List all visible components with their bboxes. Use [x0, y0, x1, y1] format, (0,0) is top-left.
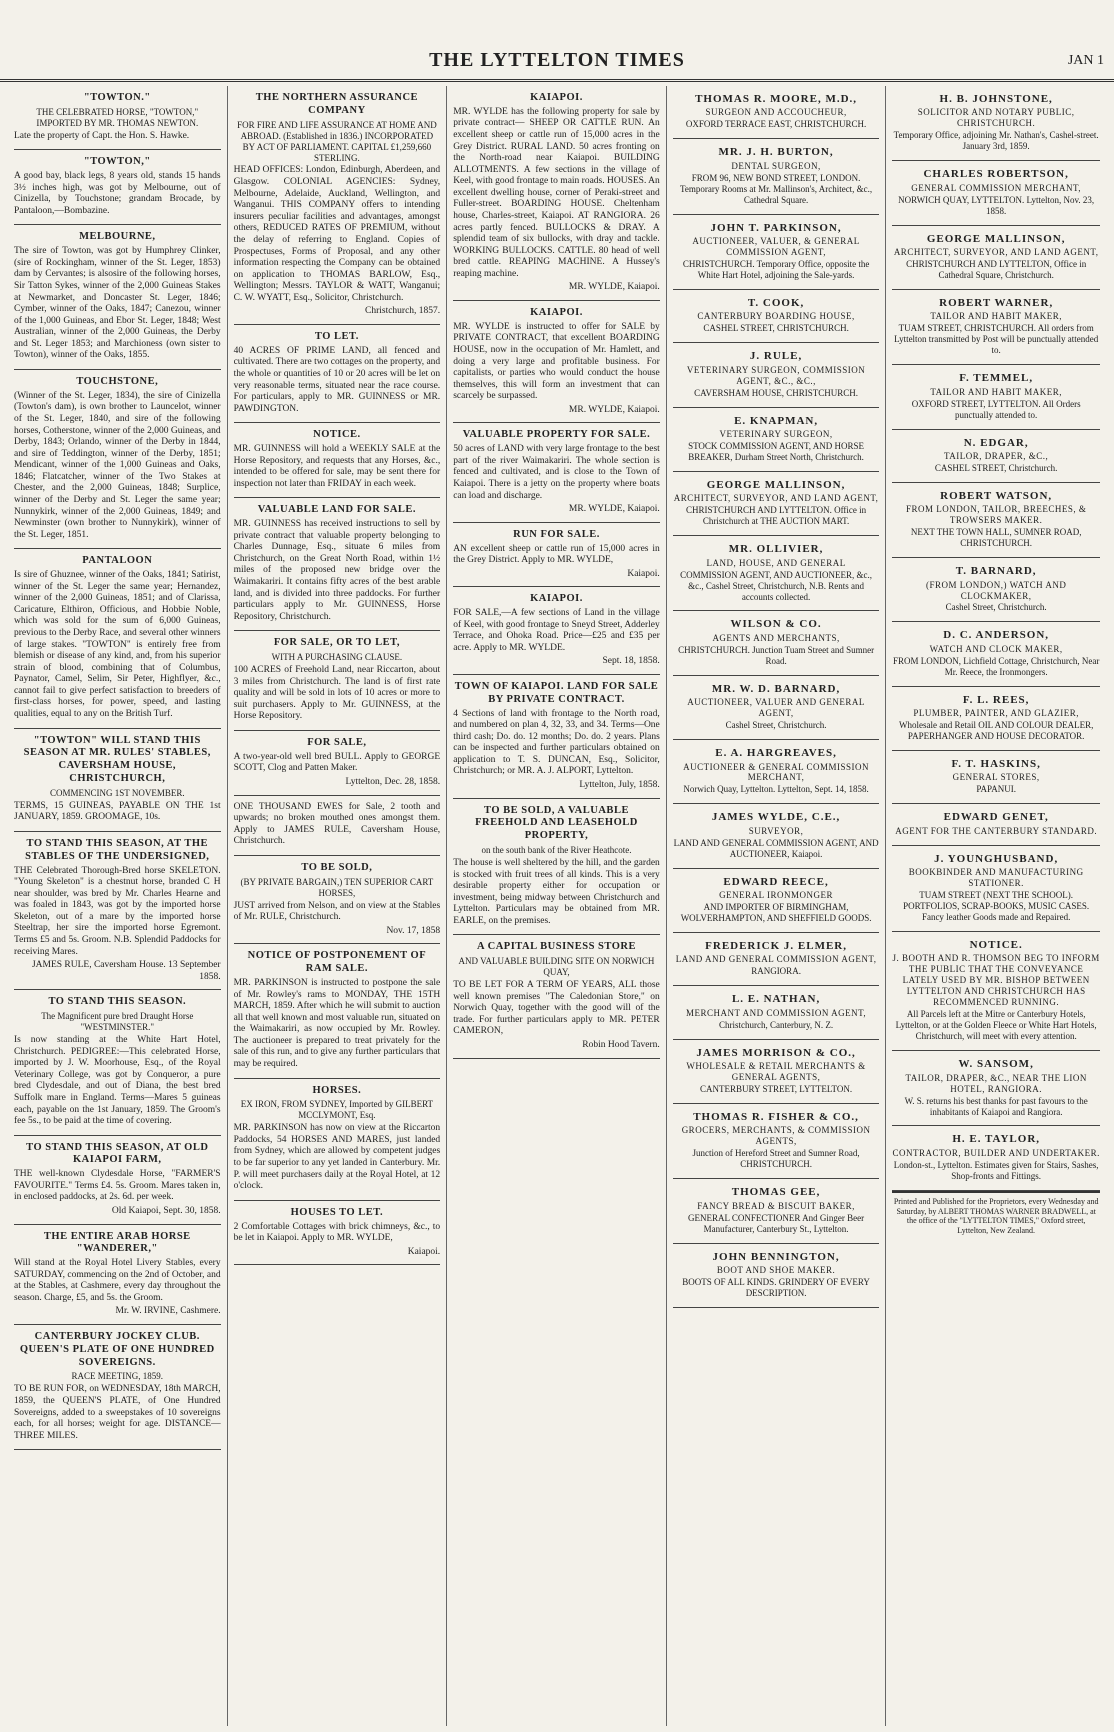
card-address: London-st., Lyttelton. Estimates given for Stairs, Sashes, Shop-fronts and Fittings. [893, 1159, 1099, 1181]
advertisement [14, 1325, 221, 1450]
business-card [673, 676, 880, 740]
ad-body: 100 ACRES of Freehold Land, near Riccarton, about 3 miles from Christchurch. The land is of first rate quality and will be sold in lots of 10 acres or more to suit purchasers. Apply to Mr. GUINNESS, at the Horse Repository. [233, 665, 441, 722]
ad-heading: TO STAND THIS SEASON, AT OLD KAIAPOI FARM, [26, 1141, 209, 1166]
ad-body: MR. PARKINSON is instructed to postpone the sale of Mr. Rowley's rams to MONDAY, THE 15TH MARCH, 1859. After which he will submit to auction all that well known and most valuable run, situated on the Waimakariri, as now occupied by Mr. Rowley. The auctioneer is prepared to treat privately for the sale of this run, and to give any further particulars that may be required. [233, 977, 441, 1069]
card-trade: LAND AND GENERAL COMMISSION AGENT, [675, 954, 877, 965]
ad-heading: TO LET. [314, 330, 359, 342]
card-address: Christchurch, Canterbury, N. Z. [719, 1019, 834, 1030]
card-trade: LAND, HOUSE, AND GENERAL [706, 557, 846, 568]
ad-heading: HORSES. [312, 1084, 362, 1096]
card-trade: GENERAL STORES, [952, 772, 1040, 783]
card-name: JOHN BENNINGTON, [712, 1250, 840, 1263]
ad-heading: NOTICE. [313, 429, 361, 441]
business-card [673, 472, 880, 536]
ad-body: A two-year-old well bred BULL. Apply to GEORGE SCOTT, Clog and Patten Maker. [233, 751, 441, 774]
card-address: BOOTS OF ALL KINDS. GRINDERY OF EVERY DESCRIPTION. [682, 1277, 870, 1298]
ad-heading: HOUSES TO LET. [290, 1206, 384, 1218]
ad-signature: Nov. 17, 1858 [386, 925, 441, 936]
business-card [673, 215, 880, 290]
ad-body: THE Celebrated Thorough-Bred horse SKELETON. "Young Skeleton" is a chestnut horse, branded C H near shoulder, was bred by Mr. Charles Hearne and was foaled in 1843, was got by the imported horse Skeleton, out of a mare by the imported horse Steeltrap, her sire the imported horse Egremont. Terms £5 and 5s. Groom. N.B. Splendid Paddocks for receiving Mares. [14, 865, 221, 957]
card-trade: SOLICITOR AND NOTARY PUBLIC, CHRISTCHURCH. [917, 107, 1075, 129]
card-address: PAPANUI. [976, 784, 1016, 795]
card-name: L. E. NATHAN, [731, 993, 821, 1006]
ad-body: MR. WYLDE has the following property for sale by private contract— SHEEP OR CATTLE RUN. An excellent sheep or cattle run of 15,000 acres in the Grey District. RURAL LAND. 50 acres fronting on the North-road near Kaiapoi. BUILDING ALLOTMENTS. A few sections in the village of Keel, with good frontage to main roads. HOUSES. An excellent dwelling house, corner of Peraki-street and Fuller-street. BOARDING HOUSE. Cheltenham house, Charles-street, Kaiapoi. AT RANGIORA. 26 acres partly fenced. BULLOCKS & DRAY. A splendid team of six bullocks, with dray and tackle. WORKING BULLOCKS. CATTLE. 80 head of well bred cattle. REAPING MACHINE. A Hussey's reaping machine. [453, 106, 660, 279]
ad-body: JUST arrived from Nelson, and on view at the Stables of Mr. RULE, Christchurch. [233, 900, 441, 923]
business-card [673, 290, 880, 343]
ad-heading: PANTALOON [82, 555, 153, 567]
advertisement [453, 799, 660, 936]
business-card [673, 1244, 880, 1308]
advertisement [14, 1225, 221, 1325]
card-address: Temporary Office, adjoining Mr. Nathan's, Cashel-street. January 3rd, 1859. [893, 130, 1099, 152]
newspaper-title: THE LYTTELTON TIMES [429, 49, 685, 71]
card-address: CHRISTCHURCH. Junction Tuam Street and Sumner Road. [678, 644, 875, 666]
card-address: Cashel Street, Christchurch. [725, 720, 827, 731]
card-address: LAND AND GENERAL COMMISSION AGENT, AND AUCTIONEER, Kaiapoi. [673, 837, 879, 859]
card-trade: MERCHANT AND COMMISSION AGENT, [685, 1007, 867, 1018]
advertisement [234, 423, 441, 498]
card-name: CHARLES ROBERTSON, [923, 168, 1069, 181]
advertisement [453, 675, 660, 799]
card-address: CASHEL STREET, CHRISTCHURCH. [703, 323, 849, 334]
ad-signature: MR. WYLDE, Kaiapoi. [568, 282, 660, 293]
card-trade: AGENTS AND MERCHANTS, [712, 632, 840, 643]
card-address: AND IMPORTER OF BIRMINGHAM, WOLVERHAMPTON, AND SHEFFIELD GOODS. [680, 902, 872, 924]
advertisement [14, 549, 221, 728]
ad-subheading: COMMENCING 1ST NOVEMBER. [49, 787, 185, 798]
advertisement [234, 796, 441, 856]
advertisement [234, 731, 441, 796]
card-address: Junction of Hereford Street and Sumner Road, CHRISTCHURCH. [692, 1148, 860, 1170]
business-card [673, 536, 880, 611]
card-trade: TAILOR, DRAPER, &C., [944, 450, 1049, 461]
card-name: F. L. REES, [962, 693, 1030, 706]
card-name: MR. W. D. BARNARD, [711, 682, 841, 695]
advertisement [453, 523, 660, 588]
card-trade: GENERAL IRONMONGER [719, 890, 834, 901]
card-trade: WATCH AND CLOCK MAKER, [929, 643, 1063, 654]
card-trade: WHOLESALE & RETAIL MERCHANTS & GENERAL AGENTS, [686, 1061, 866, 1083]
card-address: OXFORD TERRACE EAST, CHRISTCHURCH. [685, 119, 867, 130]
advertisement [234, 1201, 441, 1266]
ad-body: MR. GUINNESS will hold a WEEKLY SALE at the Horse Repository, and requests that any Horses, &c., intended to be offered for sale, may be sent there for inspection not later than FRIDAY in each week. [233, 444, 441, 489]
advertisement [234, 856, 441, 944]
card-address: All Parcels left at the Mitre or Canterbury Hotels, Lyttelton, or at the Golden Fleece or White Hart Hotels, Christchurch, will meet with every attention. [895, 1009, 1097, 1042]
ad-signature: MR. WYLDE, Kaiapoi. [568, 504, 660, 515]
card-name: EDWARD REECE, [723, 875, 829, 888]
business-card [892, 687, 1100, 751]
ad-body: (Winner of the St. Leger, 1834), the sire of Cinizella (Towton's dam), is own brother to Launcelot, winner of the St. Leger, 1840, and sire of the following horses, Cotherstone, winner of the 2,000 Guineas, and Derby, 1843; Orlando, winner of the Derby in 1844, and sire of Teddington, winner of the Derby, 1851; Mendicant, winner of the 1,000 Guineas and Oaks, 1846; Flatcatcher, winner of the Two Stakes at Chester, and the 2,000 Guineas, 1848; Surplice, winner of the Derby and St. Leger the same year; Nunnykirk, winner of the 2,000 Guineas, 1849; and Newminster (own brother to Nunnykirk), winner of the St. Leger, 1851. [14, 390, 221, 540]
ad-heading: TO BE SOLD, A VALUABLE FREEHOLD AND LEASEHOLD PROPERTY, [475, 804, 638, 842]
card-trade: BOOT AND SHOE MAKER. [716, 1265, 836, 1276]
advertisement [14, 990, 221, 1135]
ad-heading: KAIAPOI. [530, 92, 583, 103]
column-1 [8, 86, 228, 1726]
advertisement [234, 1079, 441, 1201]
advertisement [453, 423, 660, 522]
advertisement [234, 86, 441, 325]
card-trade: J. BOOTH AND R. THOMSON BEG TO INFORM THE PUBLIC THAT THE CONVEYANCE LATELY USED BY MR. BISHOP BETWEEN LYTTELTON AND CHRISTCHURCH HAS RECOMMENCED RUNNING. [892, 953, 1100, 1008]
card-name: H. B. JOHNSTONE, [939, 93, 1053, 105]
business-card [673, 611, 880, 675]
advertisement [234, 498, 441, 631]
business-card [673, 86, 880, 139]
card-address: W. S. returns his best thanks for past favours to the inhabitants of Kaiapoi and Rangiora. [904, 1095, 1088, 1117]
card-trade: (FROM LONDON,) WATCH AND CLOCKMAKER, [926, 579, 1067, 601]
business-card [892, 1126, 1100, 1190]
business-card [673, 1040, 880, 1104]
advertisement [14, 729, 221, 832]
ad-signature: Robin Hood Tavern. [582, 1040, 660, 1051]
business-card [892, 290, 1100, 365]
ad-signature: JAMES RULE, Caversham House. 13 September 1858. [31, 960, 221, 982]
ad-subheading: THE CELEBRATED HORSE, "TOWTON," IMPORTED BY MR. THOMAS NEWTON. [36, 106, 199, 128]
card-trade: AUCTIONEER & GENERAL COMMISSION MERCHANT, [683, 761, 870, 783]
ad-heading: TOUCHSTONE, [76, 376, 159, 387]
ad-body: Late the property of Capt. the Hon. S. Hawke. [14, 130, 190, 141]
card-address: CANTERBURY STREET, LYTTELTON. [700, 1084, 853, 1095]
business-card [892, 86, 1100, 161]
ad-body: Is now standing at the White Hart Hotel, Christchurch. PEDIGREE:—This celebrated Horse, imported by J. W. Moorhouse, Esq., of the Royal Veterinary College, was got by Conqueror, a pure bred Clydesdale, and out of Diana, the best bred Suffolk mare in England. Terms—Mares 5 guineas each, payable on the 1st January, 1859. The Groom's fee 5s., to be paid at the time of covering. [14, 1035, 221, 1127]
card-name: J. YOUNGHUSBAND, [934, 852, 1059, 865]
ad-heading: TOWN OF KAIAPOI. LAND FOR SALE BY PRIVATE CONTRACT. [454, 680, 659, 705]
card-name: T. COOK, [747, 296, 805, 309]
card-address: STOCK COMMISSION AGENT, AND HORSE BREAKER, Durham Street North, Christchurch. [688, 440, 865, 462]
ad-signature: Lyttelton, July, 1858. [579, 780, 660, 791]
card-address: FROM 96, NEW BOND STREET, LONDON. Temporary Rooms at Mr. Mallinson's, Architect, &c., Cathedral Square. [679, 172, 873, 205]
card-address: Cashel Street, Christchurch. [945, 602, 1047, 613]
ad-body: 40 ACRES OF PRIME LAND, all fenced and cultivated. There are two cottages on the property, and the whole or quantities of 10 or 20 acres will be let on very reasonable terms, situated near the race course. For particulars, apply to MR. GUINNESS or MR. PAWDINGTON. [233, 345, 441, 414]
business-card [673, 343, 880, 407]
card-address: CHRISTCHURCH. Temporary Office, opposite the White Hart Hotel, adjoining the Sale-yards. [682, 258, 870, 280]
advertisement [14, 150, 221, 225]
ad-subheading: FOR FIRE AND LIFE ASSURANCE AT HOME AND ABROAD. (Established in 1836.) INCORPORATED BY ACT OF PARLIAMENT. CAPITAL £1,259,660 STERLING. [237, 119, 437, 163]
card-name: W. SANSOM, [958, 1058, 1034, 1071]
card-address: TUAM STREET (NEXT THE SCHOOL). PORTFOLIOS, SCRAP-BOOKS, MUSIC CASES. Fancy leather Goods made and Repaired. [903, 890, 1090, 923]
card-trade: TAILOR, DRAPER, &C., NEAR THE LION HOTEL, RANGIORA. [905, 1072, 1087, 1094]
advertisement [14, 225, 221, 370]
card-trade: TAILOR AND HABIT MAKER, [930, 311, 1062, 322]
card-name: MR. OLLIVIER, [728, 543, 824, 556]
card-name: JAMES WYLDE, C.E., [711, 811, 841, 824]
card-address: Wholesale and Retail OIL AND COLOUR DEALER, PAPERHANGER AND HOUSE DECORATOR. [898, 720, 1094, 742]
ad-subheading: AND VALUABLE BUILDING SITE ON NORWICH QUAY, [458, 956, 655, 978]
business-card [892, 483, 1100, 558]
card-trade: GROCERS, MERCHANTS, & COMMISSION AGENTS, [681, 1125, 871, 1147]
card-name: EDWARD GENET, [943, 811, 1049, 824]
card-trade: TAILOR AND HABIT MAKER, [930, 386, 1062, 397]
advertisement [453, 935, 660, 1058]
card-trade: DENTAL SURGEON, [731, 160, 821, 171]
card-trade: BOOKBINDER AND MANUFACTURING STATIONER. [908, 867, 1084, 889]
card-name: THOMAS GEE, [731, 1186, 821, 1199]
business-card [673, 933, 880, 986]
ad-signature: Old Kaiapoi, Sept. 30, 1858. [111, 1206, 221, 1216]
ad-body: 4 Sections of land with frontage to the North road, and numbered on plan 4, 32, 33, and 34. Terms—One third cash; Do. do. 12 months; Do. do. 2 years. Plans can be inspected and further particulars obtained on application to T. S. DUNCAN, Esq., Solicitor, Christchurch; or MR. A. J. ALPORT, Lyttelton. [453, 708, 660, 777]
ad-heading: THE ENTIRE ARAB HORSE "WANDERER," [43, 1230, 191, 1255]
card-address: NORWICH QUAY, LYTTELTON. Lyttelton, Nov. 23, 1858. [898, 194, 1095, 216]
ad-body: A good bay, black legs, 8 years old, stands 15 hands 3½ inches high, was got by Melbourne, out of Cinizella, by Touchstone; grandam Brocade, by Pantaloon,—Bombazine. [14, 171, 221, 216]
card-name: ROBERT WARNER, [939, 296, 1054, 309]
column-5 [886, 86, 1106, 1726]
card-trade: CANTERBURY BOARDING HOUSE, [697, 311, 855, 322]
card-trade: AUCTIONEER, VALUER, & GENERAL COMMISSION AGENT, [692, 236, 860, 257]
card-name: F. T. HASKINS, [951, 758, 1041, 771]
ad-heading: "TOWTON" WILL STAND THIS SEASON AT MR. RULES' STABLES, CAVERSHAM HOUSE, CHRISTCHURCH, [23, 734, 211, 785]
ad-body: MR. PARKINSON has now on view at the Riccarton Paddocks, 54 HORSES AND MARES, just landed from Sydney, which are allowed by competent judges to be far superior to any yet landed in Canterbury. Mr. P. will meet purchasers daily at the Royal Hotel, at 12 o'clock. [233, 1123, 441, 1192]
ad-heading: TO BE SOLD, [301, 861, 373, 873]
business-card [892, 804, 1100, 845]
business-card [892, 846, 1100, 932]
advertisement [14, 370, 221, 549]
ad-body: TO BE LET FOR A TERM OF YEARS, ALL those well known premises "The Caledonian Store," on Norwich Quay, together with the good will of the trade. For further particulars apply to MR. PETER CAMERON, [453, 980, 660, 1037]
business-card [892, 622, 1100, 686]
ad-heading: FOR SALE, OR TO LET, [273, 637, 400, 649]
ad-heading: "TOWTON," [83, 156, 151, 168]
ad-heading: RUN FOR SALE. [513, 528, 600, 540]
card-name: FREDERICK J. ELMER, [705, 940, 847, 953]
ad-body: MR. GUINNESS has received instructions to sell by private contract that valuable property belonging to Charles Dunnage, Esq., situate 6 miles from Christchurch, on the Great North Road, within 1½ miles of the proposed new bridge over the Waimakariri. It contains fifty acres of the best arable land, and is divided into three paddocks. For further particulars apply to Mr. GUINNESS, Horse Repository, Christchurch. [233, 519, 441, 622]
card-trade: GENERAL COMMISSION MERCHANT, [911, 182, 1082, 193]
card-name: E. KNAPMAN, [734, 414, 819, 427]
card-trade: CONTRACTOR, BUILDER AND UNDERTAKER. [892, 1147, 1100, 1158]
business-card [673, 1179, 880, 1243]
business-card [673, 408, 880, 472]
business-card [892, 161, 1100, 225]
ad-body: AN excellent sheep or cattle run of 15,000 acres in the Grey District. Apply to MR. WYLDE, [453, 543, 660, 566]
ad-body: Will stand at the Royal Hotel Livery Stables, every SATURDAY, commencing on the 2nd of October, and at the Stables, at Cashmere, every day throughout the season. Charge, £5, and 5s. the Groom. [14, 1258, 221, 1303]
ad-heading: THE NORTHERN ASSURANCE COMPANY [255, 92, 419, 116]
business-card [673, 986, 880, 1039]
ad-signature: Lyttelton, Dec. 28, 1858. [345, 776, 441, 787]
ad-body: The house is well sheltered by the hill, and the garden is stocked with fruit trees of all kinds. This is a very desirable property either for occupation or investment, being midway between Christchurch and Lyttelton. Particulars may be obtained from MR. EARLE, on the premises. [453, 857, 660, 926]
imprint: Printed and Published for the Proprietors, every Wednesday and Saturday, by ALBERT THOMAS WARNER BRADWELL, at the office of the "LYTTELTON TIMES," Oxford street, Lyttelton, New Zealand. [892, 1191, 1100, 1236]
ad-heading: "TOWTON." [83, 92, 151, 103]
card-trade: SURVEYOR, [748, 825, 804, 836]
card-trade: PLUMBER, PAINTER, AND GLAZIER, [913, 708, 1080, 719]
card-name: JAMES MORRISON & CO., [696, 1046, 856, 1059]
card-address: TUAM STREET, CHRISTCHURCH. All orders from Lyttelton transmitted by Post will be punctually attended to. [894, 323, 1099, 356]
card-trade: ARCHITECT, SURVEYOR, AND LAND AGENT, [893, 247, 1099, 257]
card-name: D. C. ANDERSON, [943, 629, 1050, 642]
business-card [892, 558, 1100, 622]
ad-signature: Sept. 18, 1858. [602, 656, 660, 667]
advertisement [234, 325, 441, 423]
ad-signature: Kaiapoi. [407, 1246, 441, 1257]
business-card [892, 365, 1100, 429]
card-address: Norwich Quay, Lyttelton. Lyttelton, Sept. 14, 1858. [683, 784, 869, 795]
advertisement [234, 944, 441, 1078]
issue-date: JAN 1 [1067, 53, 1104, 68]
card-address: FROM LONDON, Lichfield Cottage, Christchurch, Near Mr. Reece, the Ironmongers. [892, 655, 1100, 677]
advertisement [14, 86, 221, 150]
ad-signature: Mr. W. IRVINE, Cashmere. [115, 1306, 221, 1317]
card-address: COMMISSION AGENT, AND AUCTIONEER, &c., &c., Cashel Street, Christchurch, N.B. Rents and accounts collected. [680, 569, 872, 602]
card-trade: AUCTIONEER, VALUER AND GENERAL AGENT, [687, 697, 865, 719]
ad-subheading: on the south bank of the River Heathcote. [481, 844, 632, 855]
card-name: JOHN T. PARKINSON, [710, 221, 842, 234]
ad-heading: KAIAPOI. [530, 593, 583, 605]
business-card [892, 430, 1100, 483]
card-address: CAVERSHAM HOUSE, CHRISTCHURCH. [694, 387, 859, 398]
ad-signature: Christchurch, 1857. [364, 306, 441, 317]
ad-body: MR. WYLDE is instructed to offer for SALE by PRIVATE CONTRACT, that excellent BOARDING HOUSE, now in the occupation of Mr. Hamlett, and doing a very large and profitable business. For capitalists, or parties who would conduct the house themselves, this will form an investment that can scarcely be surpassed. [453, 321, 660, 402]
card-name: THOMAS R. FISHER & CO., [693, 1111, 859, 1124]
card-address: RANGIORA. [751, 966, 801, 977]
card-trade: AGENT FOR THE CANTERBURY STANDARD. [895, 825, 1098, 836]
ad-body: The sire of Towton, was got by Humphrey Clinker, (sire of Rockingham, winner of the St. Leger, 1853) dam by Cervantes; is alsosire of the following horses, Sir Tatton Sykes, winner of the 2,000 Guineas Stakes at Newmarket, and Doncaster St. Leger, 1846; Cymber, winner of the Oaks, 1847; Canezou, winner of the 1,000 Guineas, and Ebor St. Leger, 1848; West Australian, winner of the 2,000 Guineas, the Derby and St. Leger 1853; and Marchioness (own sister to Towton), winner of the Oaks, 1855. [14, 246, 221, 361]
column-4 [667, 86, 887, 1726]
ad-heading: MELBOURNE, [79, 231, 156, 243]
ad-heading: TO STAND THIS SEASON, AT THE STABLES OF THE UNDERSIGNED, [25, 837, 210, 862]
advertisement [14, 1136, 221, 1225]
card-address: CASHEL STREET, Christchurch. [934, 462, 1058, 473]
ad-body: Is sire of Ghuznee, winner of the Oaks, 1841; Satirist, winner of the St. Leger the same year; Hernandez, winner of the 2,000 Guineas, 1851; and of Clarissa, Caricature, Elthiron, Officious, and Hobbie Noble, which was sold for the sum of 6,000 Guineas, previous to the Derby Race, and several other winners of large stakes. "TOWTON" is entirely free from blemish or disease of any kind, and, from his superior strain of blood, combining that of Columbus, Paynator, Camel, Selim, Sir Peter, Highflyer, &c., cannot fail to give perfect satisfaction to breeders of first-class horses, for power, speed, and lasting qualities, equal to any on the British Turf. [14, 570, 221, 720]
card-trade: FANCY BREAD & BISCUIT BAKER, [697, 1200, 855, 1211]
card-trade: SURGEON AND ACCOUCHEUR, [705, 107, 847, 118]
newspaper-columns [8, 86, 1106, 1726]
masthead [0, 0, 1114, 82]
ad-heading: CANTERBURY JOCKEY CLUB. QUEEN'S PLATE OF ONE HUNDRED SOVEREIGNS. [19, 1331, 215, 1368]
card-trade: VETERINARY SURGEON, [719, 428, 833, 439]
ad-body: HEAD OFFICES: London, Edinburgh, Aberdeen, and Glasgow. COLONIAL AGENCIES: Sydney, Melbourne, Adelaide, Auckland, Wellington, and Wanganui. THIS COMPANY offers to intending insurers peculiar facilities and advantages, amongst others, REDUCED RATES OF PREMIUM, without the delay of referring to England. Copies of Prospectuses, Forms of Proposal, and any other information respecting the Company can be obtained on application to THOMAS BARLOW, Esq., Wellington; Messrs. TAYLOR & WATT, Wanganui; C. W. WYATT, Esq., Solicitor, Christchurch. [233, 165, 441, 303]
business-card [673, 1104, 880, 1179]
ad-body: THE well-known Clydesdale Horse, "FARMER'S FAVOURITE." Terms £4. 5s. Groom. Mares taken in, in enclosed paddocks, at 2s. 6d. per week. [14, 1169, 221, 1203]
business-card [673, 740, 880, 804]
advertisement [14, 832, 221, 990]
advertisement [453, 301, 660, 423]
card-name: ROBERT WATSON, [940, 489, 1053, 502]
card-address: GENERAL CONFECTIONER And Ginger Beer Manufacturer, Canterbury St., Lyttelton. [688, 1212, 865, 1234]
card-address: OXFORD STREET, LYTTELTON. All Orders punctually attended to. [911, 398, 1081, 420]
ad-subheading: (BY PRIVATE BARGAIN,) TEN SUPERIOR CART HORSES, [240, 876, 434, 898]
ad-body: ONE THOUSAND EWES for Sale, 2 tooth and upwards; no broken mouthed ones amongst them. Apply to JAMES RULE, Caversham House, Christchurch. [233, 801, 441, 847]
ad-body: TERMS, 15 GUINEAS, PAYABLE ON THE 1st JANUARY, 1859. GROOMAGE, 10s. [14, 800, 221, 823]
ad-heading: VALUABLE PROPERTY FOR SALE. [462, 429, 651, 441]
ad-subheading: RACE MEETING, 1859. [71, 1371, 164, 1382]
ad-heading: A CAPITAL BUSINESS STORE [477, 941, 636, 953]
ad-heading: VALUABLE LAND FOR SALE. [257, 504, 417, 516]
business-card [673, 804, 880, 868]
ad-heading: FOR SALE, [307, 737, 367, 749]
advertisement [453, 587, 660, 675]
card-name: T. BARNARD, [955, 565, 1037, 578]
card-name: THOMAS R. MOORE, M.D., [695, 93, 858, 105]
card-name: E. A. HARGREAVES, [715, 747, 837, 760]
business-card [673, 139, 880, 214]
card-name: WILSON & CO. [730, 618, 822, 631]
card-name: GEORGE MALLINSON, [926, 232, 1066, 245]
ad-body: FOR SALE,—A few sections of Land in the village of Keel, with good frontage to Sneyd Street, Adderley Terrace, and Ohoka Road. Price—£25 and £35 per acre. Apply to MR. WYLDE. [453, 608, 660, 653]
ad-heading: NOTICE OF POSTPONEMENT OF RAM SALE. [247, 950, 427, 975]
ad-subheading: WITH A PURCHASING CLAUSE. [271, 652, 403, 663]
card-address: CHRISTCHURCH AND LYTTELTON, Office in Cathedral Square, Christchurch. [906, 258, 1087, 280]
ad-body: 2 Comfortable Cottages with brick chimneys, &c., to be let in Kaiapoi. Apply to MR. WYLDE, [233, 1221, 441, 1244]
ad-subheading: The Magnificent pure bred Draught Horse "WESTMINSTER." [41, 1011, 194, 1033]
business-card [892, 932, 1100, 1051]
card-name: GEORGE MALLINSON, [706, 478, 846, 491]
card-name: N. EDGAR, [963, 436, 1029, 449]
card-address: NEXT THE TOWN HALL, SUMNER ROAD, CHRISTCHURCH. [910, 527, 1082, 549]
column-3 [447, 86, 667, 1726]
card-name: MR. J. H. BURTON, [718, 146, 834, 159]
card-address: CHRISTCHURCH AND LYTTELTON. Office in Christchurch at THE AUCTION MART. [685, 505, 867, 527]
card-trade: FROM LONDON, TAILOR, BREECHES, & TROWSERS MAKER. [905, 504, 1087, 526]
advertisement [453, 86, 660, 301]
ad-heading: TO STAND THIS SEASON. [48, 996, 187, 1008]
ad-subheading: EX IRON, FROM SYDNEY, Imported by GILBERT MCCLYMONT, Esq. [240, 1099, 434, 1121]
advertisement [234, 631, 441, 731]
business-card [892, 751, 1100, 804]
card-trade: ARCHITECT, SURVEYOR, AND LAND AGENT, [673, 493, 879, 504]
ad-body: 50 acres of LAND with very large frontage to the best part of the river Waimakariri. The whole section is fenced and cultivated, and is close to the Town of Kaiapoi. There is a jetty on the property where boats can load and discharge. [453, 444, 660, 501]
business-card [892, 226, 1100, 290]
card-trade: VETERINARY SURGEON, COMMISSION AGENT, &C., &C., [686, 364, 866, 386]
card-name: F. TEMMEL, [959, 372, 1034, 385]
ad-signature: Kaiapoi. [627, 568, 660, 579]
business-card [673, 869, 880, 933]
ad-heading: KAIAPOI. [530, 307, 583, 319]
card-name: J. RULE, [749, 350, 803, 363]
business-card [892, 1051, 1100, 1126]
card-name: NOTICE. [969, 939, 1023, 952]
column-2 [228, 86, 448, 1726]
ad-signature: MR. WYLDE, Kaiapoi. [568, 404, 660, 415]
card-name: H. E. TAYLOR, [952, 1133, 1041, 1146]
ad-body: TO BE RUN FOR, on WEDNESDAY, 18th MARCH, 1859, the QUEEN'S PLATE, of One Hundred Sovereigns, added to a sweepstakes of 10 sovereigns each, for all horses; weight for age. DISTANCE—THREE MILES. [14, 1384, 221, 1441]
